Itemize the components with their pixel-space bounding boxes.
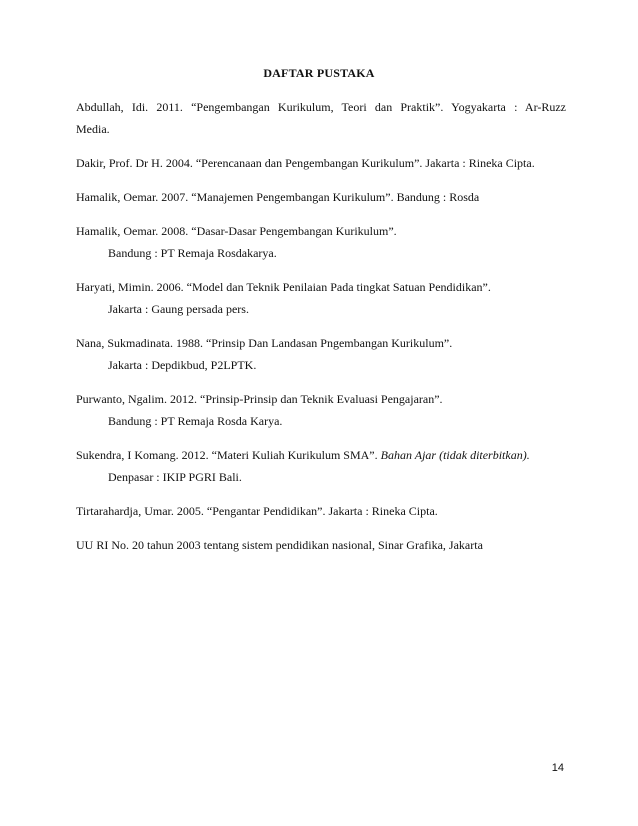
reference-line: Purwanto, Ngalim. 2012. “Prinsip-Prinsip dan Teknik Evaluasi Pengajaran”. <box>76 392 443 406</box>
reference-line: Hamalik, Oemar. 2007. “Manajemen Pengembangan Kurikulum”. Bandung : Rosda <box>76 190 480 204</box>
reference-item <box>76 220 566 264</box>
reference-line: Nana, Sukmadinata. 1988. “Prinsip Dan Landasan Pngembangan Kurikulum”. <box>76 336 453 350</box>
reference-italic-note: Bahan Ajar (tidak diterbitkan). <box>380 448 530 462</box>
reference-line-continuation: Jakarta : Gaung persada pers. <box>108 302 249 316</box>
reference-line: Dakir, Prof. Dr H. 2004. “Perencanaan dan Pengembangan Kurikulum”. Jakarta : Rineka Cipta. <box>76 156 535 170</box>
page-number: 14 <box>551 762 564 774</box>
reference-item <box>76 332 566 376</box>
reference-list <box>76 96 566 568</box>
reference-line: UU RI No. 20 tahun 2003 tentang sistem pendidikan nasional, Sinar Grafika, Jakarta <box>76 538 483 552</box>
reference-item <box>76 96 566 140</box>
reference-item <box>76 388 566 432</box>
reference-line-continuation: Jakarta : Depdikbud, P2LPTK. <box>108 358 257 372</box>
reference-item <box>76 152 566 174</box>
reference-line <box>76 444 566 466</box>
reference-line: Hamalik, Oemar. 2008. “Dasar-Dasar Pengembangan Kurikulum”. <box>76 224 397 238</box>
reference-item <box>76 186 566 208</box>
reference-line: Abdullah, Idi. 2011. “Pengembangan Kurikulum, Teori dan Praktik”. Yogyakarta : Ar-Ruzz <box>76 100 566 114</box>
reference-item <box>76 534 566 556</box>
reference-line-continuation: Bandung : PT Remaja Rosda Karya. <box>108 414 283 428</box>
reference-item <box>76 500 566 522</box>
reference-line-text: Sukendra, I Komang. 2012. “Materi Kuliah Kurikulum SMA”. <box>76 448 381 462</box>
reference-line-continuation: Media. <box>76 122 110 136</box>
reference-line: Haryati, Mimin. 2006. “Model dan Teknik Penilaian Pada tingkat Satuan Pendidikan”. <box>76 280 491 294</box>
reference-line: Tirtarahardja, Umar. 2005. “Pengantar Pendidikan”. Jakarta : Rineka Cipta. <box>76 504 438 518</box>
reference-item <box>76 276 566 320</box>
reference-item <box>76 444 566 488</box>
page-title: DAFTAR PUSTAKA <box>263 66 375 80</box>
reference-line-continuation: Bandung : PT Remaja Rosdakarya. <box>108 246 277 260</box>
reference-line-continuation: Denpasar : IKIP PGRI Bali. <box>108 470 242 484</box>
